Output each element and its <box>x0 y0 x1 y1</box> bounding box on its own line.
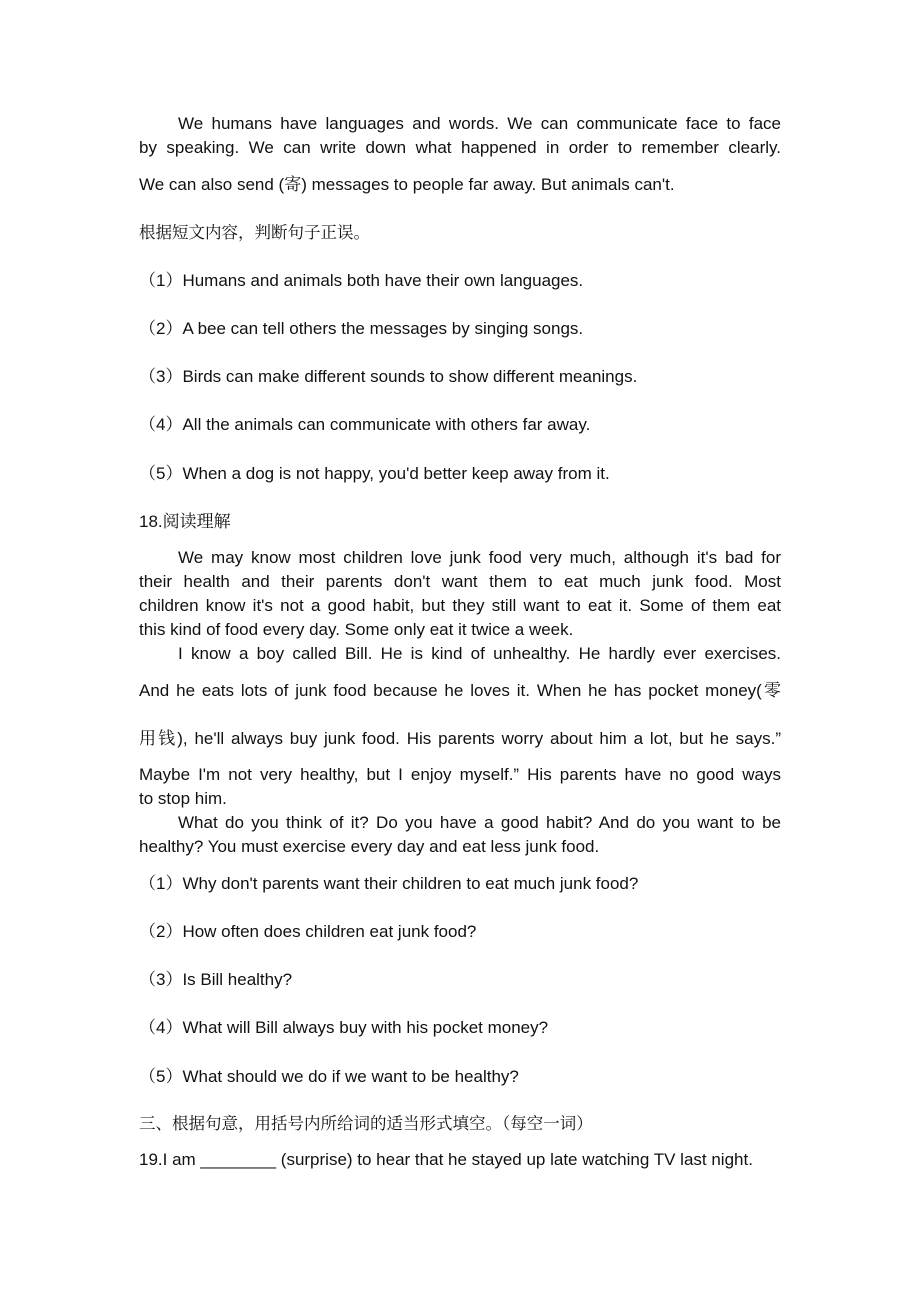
section-title: 三、根据句意，用括号内所给词的适当形式填空。（每空一词） <box>139 1114 593 1133</box>
question-item: （2）How often does children eat junk food? <box>139 922 477 941</box>
passage-line: healthy? You must exercise every day and eat less junk food. <box>139 837 600 856</box>
passage-line: We humans have languages and words. We can communicate face to face <box>178 114 781 133</box>
question-item: （3）Is Bill healthy? <box>139 970 293 989</box>
passage-line: children know it's not a good habit, but they still want to eat it. Some of them eat <box>139 596 781 615</box>
passage-line: What do you think of it? Do you have a good habit? And do you want to be <box>178 813 781 832</box>
question-item: （1）Humans and animals both have their own languages. <box>139 271 584 290</box>
passage-line: Maybe I'm not very healthy, but I enjoy myself.” His parents have no good ways <box>139 765 781 784</box>
passage-line: this kind of food every day. Some only eat it twice a week. <box>139 620 574 639</box>
passage-line: We may know most children love junk food very much, although it's bad for <box>178 548 781 567</box>
section-title: 18.阅读理解 <box>139 512 231 531</box>
passage-line: their health and their parents don't want them to eat much junk food. Most <box>139 572 781 591</box>
passage-line: to stop him. <box>139 789 227 808</box>
passage-line: by speaking. We can write down what happened in order to remember clearly. <box>139 138 781 157</box>
question-item: （1）Why don't parents want their children to eat much junk food? <box>139 874 639 893</box>
passage-line: And he eats lots of junk food because he loves it. When he has pocket money(零 <box>139 681 781 700</box>
question-item: （3）Birds can make different sounds to show different meanings. <box>139 367 638 386</box>
question-item: （5）What should we do if we want to be healthy? <box>139 1067 519 1086</box>
fill-in-question: 19.I am ________ (surprise) to hear that he stayed up late watching TV last night. <box>139 1150 753 1169</box>
question-item: （2）A bee can tell others the messages by singing songs. <box>139 319 584 338</box>
instruction: 根据短文内容，判断句子正误。 <box>139 223 370 242</box>
question-item: （4）All the animals can communicate with others far away. <box>139 415 591 434</box>
passage-line: We can also send (寄) messages to people far away. But animals can't. <box>139 175 675 194</box>
passage-line: 用钱), he'll always buy junk food. His parents worry about him a lot, but he says.” <box>139 729 781 748</box>
question-item: （5）When a dog is not happy, you'd better keep away from it. <box>139 464 610 483</box>
question-item: （4）What will Bill always buy with his pocket money? <box>139 1018 549 1037</box>
passage-line: I know a boy called Bill. He is kind of unhealthy. He hardly ever exercises. <box>178 644 781 663</box>
